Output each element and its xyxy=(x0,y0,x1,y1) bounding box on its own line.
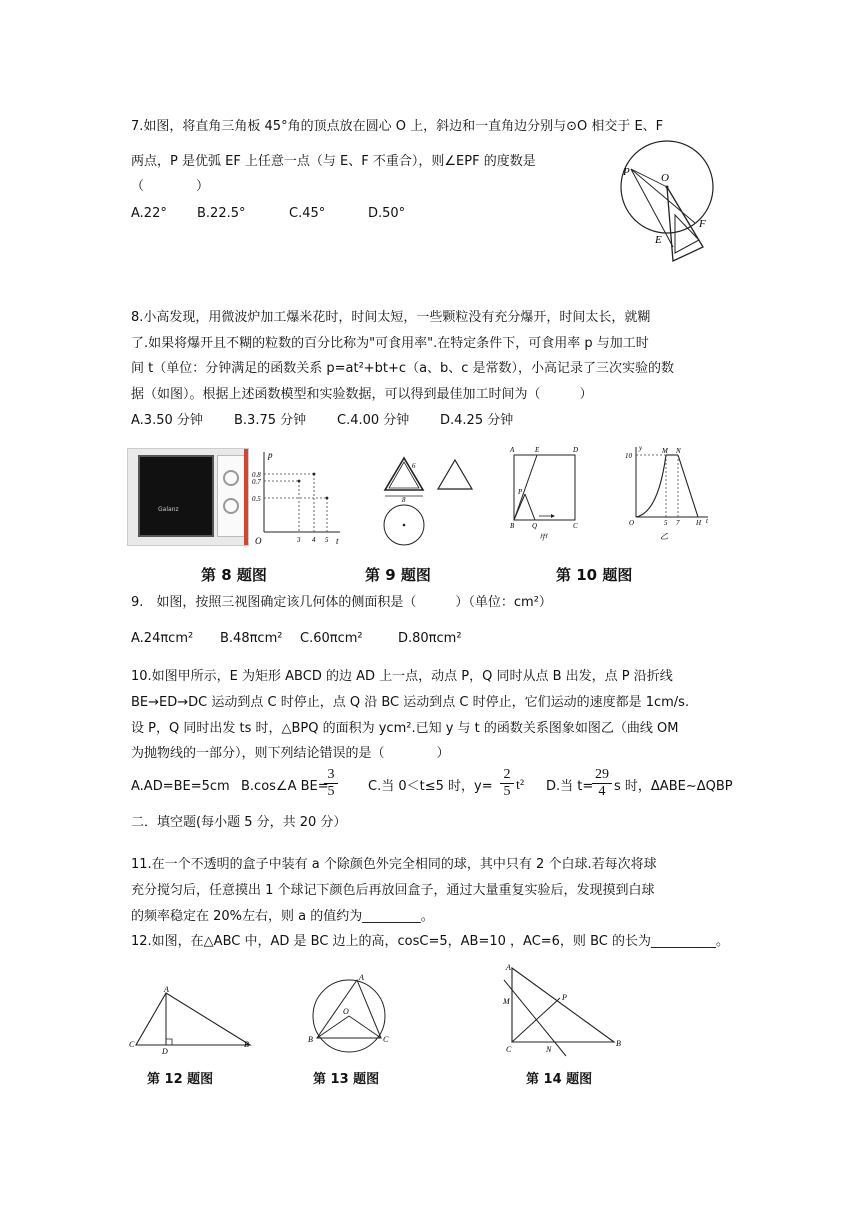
q10-yi-label-n: N xyxy=(676,447,681,455)
q10-jia-label-a: A xyxy=(510,446,515,454)
q10-jia-caption: 甲 xyxy=(539,533,547,542)
q10-line2: BE→ED→DC 运动到点 C 时停止，点 Q 沿 BC 运动到点 C 时停止，它们运动的速度都是 1cm/s. xyxy=(131,695,690,710)
microwave-image xyxy=(127,448,249,546)
q10-line3: 设 P，Q 同时出发 ts 时，△BPQ 的面积为 ycm².已知 y 与 t 的函数关系图象如图乙（曲线 OM xyxy=(131,721,679,736)
q12-line1: 12.如图，在△ABC 中，AD 是 BC 边上的高，cosC=5，AB=10 ，AC=6，则 BC 的长为__________。 xyxy=(131,934,729,949)
q10-option-c-fraction xyxy=(500,767,514,800)
q10-option-c-num: 2 xyxy=(500,767,514,784)
fig13-label-a: A xyxy=(359,973,364,982)
q9-option-b: B.48πcm² xyxy=(220,631,283,646)
q10-yi-label-h: H xyxy=(696,519,702,527)
q9-option-c: C.60πcm² xyxy=(300,631,363,646)
q10-option-d-num: 29 xyxy=(592,767,612,784)
q10-line1: 10.如图甲所示，E 为矩形 ABCD 的边 AD 上一点，动点 P，Q 同时从点 B 出发，点 P 沿折线 xyxy=(131,669,673,684)
q7-label-e: E xyxy=(655,234,662,246)
fig12-label-c: C xyxy=(129,1040,135,1049)
fig13-label-c: C xyxy=(383,1035,389,1044)
caption-fig8: 第 8 题图 xyxy=(201,566,267,584)
q9-dim-6: 6 xyxy=(412,462,416,470)
q10-jia-label-e: E xyxy=(535,446,540,454)
q10-option-c-text: C.当 0＜t≤5 时，y= xyxy=(368,779,493,794)
q10-option-d-fraction xyxy=(592,767,612,800)
q10-yi-label-y: y xyxy=(639,444,643,452)
q10-option-d-rest: s 时，ΔABE∼ΔQBP xyxy=(614,779,733,794)
q8-line2: 了.如果将爆开且不糊的粒数的百分比称为"可食用率".在特定条件下，可食用率 p 与加工时 xyxy=(131,336,649,351)
fig13-label-b: B xyxy=(308,1035,313,1044)
q8-option-b: B.3.75 分钟 xyxy=(234,413,307,428)
q10-option-c-den: 5 xyxy=(503,784,511,799)
q10-jia-label-d: D xyxy=(573,446,579,454)
fig14-label-m: M xyxy=(503,997,510,1006)
q11-line1: 11.在一个不透明的盒子中装有 a 个除颜色外完全相同的球，其中只有 2 个白球.若每次将球 xyxy=(131,857,657,872)
caption-fig10: 第 10 题图 xyxy=(556,566,633,584)
q9-option-d: D.80πcm² xyxy=(398,631,462,646)
q7-figure xyxy=(615,135,725,270)
q10-line4: 为抛物线的一部分），则下列结论错误的是（ ） xyxy=(131,746,450,761)
q10-figure-jia xyxy=(505,442,585,542)
q8-line3: 间 t（单位：分钟满足的函数关系 p=at²+bt+c（a、b、c 是常数），小高记录了三次实验的数 xyxy=(131,361,675,376)
q7-option-b: B.22.5° xyxy=(197,206,246,221)
q7-option-d: D.50° xyxy=(368,206,406,221)
q10-jia-label-q: Q xyxy=(532,522,538,530)
q8-line1: 8.小高发现，用微波炉加工爆米花时，时间太短，一些颗粒没有充分爆开，时间太长，就糊 xyxy=(131,310,651,325)
section2-heading: 二．填空题(每小题 5 分，共 20 分） xyxy=(131,815,347,830)
fig14-triangle xyxy=(500,960,630,1060)
q8-option-a: A.3.50 分钟 xyxy=(131,413,203,428)
q8-ytick-07: 0.7 xyxy=(252,478,261,486)
q10-yi-label-m: M xyxy=(662,447,668,455)
q10-option-d-text: D.当 t= xyxy=(546,779,594,794)
q10-option-a: A.AD=BE=5cm xyxy=(131,779,230,794)
q9-three-views xyxy=(375,452,490,552)
q10-yi-label-o: O xyxy=(629,519,635,527)
q10-yi-label-7: 7 xyxy=(676,519,680,527)
q10-jia-label-c: C xyxy=(573,522,578,530)
q7-line1: 7.如图，将直角三角板 45°角的顶点放在圆心 O 上，斜边和一直角边分别与⊙O 相交于 E、F xyxy=(131,119,664,134)
q9-dim-8: 8 xyxy=(402,496,406,504)
q9-line1: 9. 如图，按照三视图确定该几何体的侧面积是（ ）（单位：cm²） xyxy=(131,595,552,610)
caption-fig13: 第 13 题图 xyxy=(313,1072,380,1087)
q10-option-b-fraction xyxy=(324,767,338,800)
fig14-label-b: B xyxy=(616,1039,621,1048)
q10-figure-yi xyxy=(622,443,712,543)
q10-yi-label-5: 5 xyxy=(664,519,668,527)
q8-graph-origin: O xyxy=(255,536,262,546)
caption-fig14: 第 14 题图 xyxy=(526,1072,593,1087)
fig12-label-a: A xyxy=(164,985,169,994)
q8-graph-xlabel: t xyxy=(336,536,339,546)
q10-option-b-num: 3 xyxy=(324,767,338,784)
fig14-label-n: N xyxy=(546,1045,552,1054)
q8-line4: 据（如图）。根据上述函数模型和实验数据，可以得到最佳加工时间为（ ） xyxy=(131,387,593,402)
q7-label-p: P xyxy=(623,166,630,178)
q10-option-c-t2: t² xyxy=(516,778,525,793)
q10-yi-label-t: t xyxy=(706,517,708,525)
q8-option-c: C.4.00 分钟 xyxy=(337,413,410,428)
q7-label-f: F xyxy=(699,218,706,230)
fig13-circle xyxy=(305,970,395,1060)
q7-line3: （ ） xyxy=(131,179,210,194)
fig13-label-o: O xyxy=(343,1007,349,1016)
q8-ytick-08: 0.8 xyxy=(252,471,261,479)
q7-option-c: C.45° xyxy=(289,206,326,221)
q7-label-o: O xyxy=(661,172,669,184)
q8-xtick-3: 3 xyxy=(297,536,301,544)
q10-jia-label-b: B xyxy=(510,522,515,530)
q8-graph xyxy=(252,448,342,548)
q8-xtick-5: 5 xyxy=(325,536,329,544)
q8-graph-ylabel: p xyxy=(268,450,273,460)
q10-option-b-text: B.cos∠A BE= xyxy=(241,779,329,794)
q7-option-a: A.22° xyxy=(131,206,167,221)
q8-ytick-05: 0.5 xyxy=(252,495,261,503)
fig12-label-d: D xyxy=(162,1047,168,1056)
fig12-triangle xyxy=(128,985,258,1055)
q9-option-a: A.24πcm² xyxy=(131,631,194,646)
q10-jia-label-p: P xyxy=(518,488,523,496)
q8-option-d: D.4.25 分钟 xyxy=(440,413,514,428)
fig14-label-a: A xyxy=(506,963,511,972)
q11-line2: 充分搅匀后，任意摸出 1 个球记下颜色后再放回盒子，通过大量重复实验后，发现摸到白球 xyxy=(131,883,655,898)
microwave-brand: Galanz xyxy=(158,506,179,513)
fig12-label-b: B xyxy=(244,1040,249,1049)
q10-yi-label-10: 10 xyxy=(625,452,632,460)
q10-option-b-den: 5 xyxy=(327,784,335,799)
q11-line3: 的频率稳定在 20%左右，则 a 的值约为_________。 xyxy=(131,909,434,924)
q8-xtick-4: 4 xyxy=(312,536,316,544)
fig14-label-p: P xyxy=(562,993,567,1002)
caption-fig9: 第 9 题图 xyxy=(365,566,431,584)
q10-option-d-den: 4 xyxy=(598,784,606,799)
q10-yi-caption: 乙 xyxy=(660,532,668,541)
q7-line2: 两点，P 是优弧 EF 上任意一点（与 E、F 不重合），则∠EPF 的度数是 xyxy=(131,154,536,169)
fig14-label-c: C xyxy=(506,1045,512,1054)
caption-fig12: 第 12 题图 xyxy=(147,1072,214,1087)
